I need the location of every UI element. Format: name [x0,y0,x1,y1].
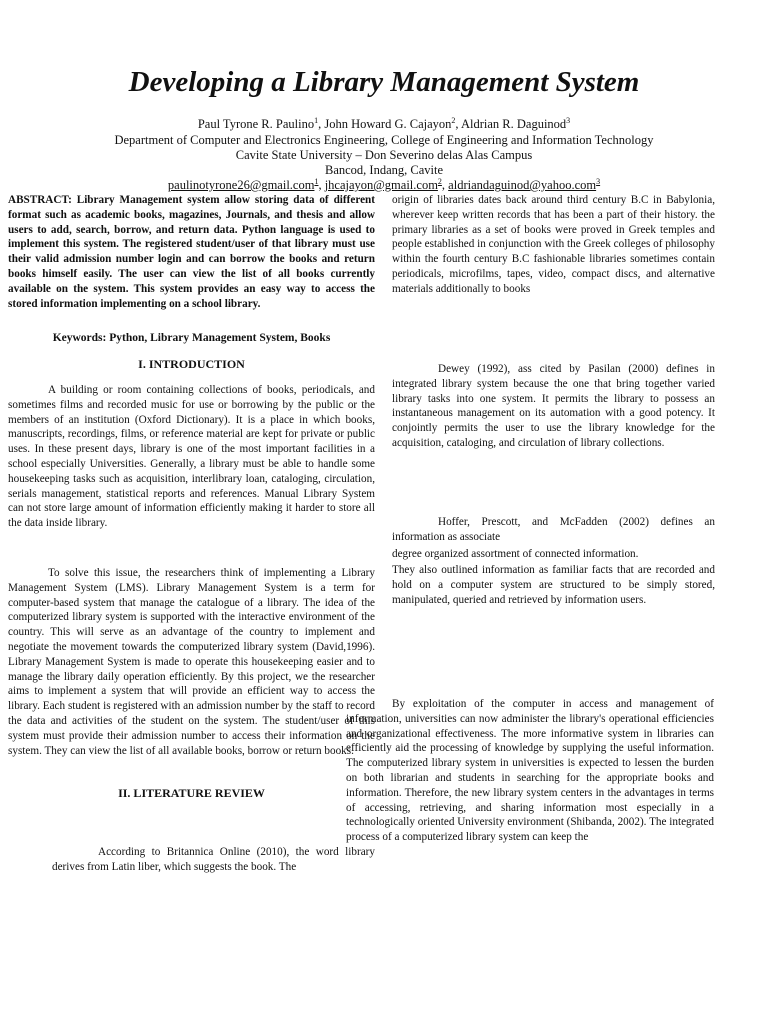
right-column-paragraph-4: By exploitation of the computer in access and management of information, universities can now administer the library's operational efficiencies and organizational effectiveness. The more informative system in libraries can efficiently aid the processing of knowledge by supplying the useful information. The computerized library system in universities is expected to lessen the burden on both librarian and students in searching for the appropriate books and information. Therefore, the new library system centers in the advantages in terms of accessing, retrieving, and sharing information most especially in a technologically oriented University environment (Shibanda, 2002). The integrated process of a computerized library system can keep the [346,698,714,844]
right-column-paragraph-3c: They also outlined information as familiar facts that are recorded and hold on a computer system are structured to be simply stored, manipulated, queried and retrieved by information users. [392,564,715,606]
introduction-paragraph-1: A building or room containing collections of books, periodicals, and sometimes films and recorded music for use or borrowing by the public or the members of an institution (Oxford Dictionary). It is a place in which books, manuscripts, recordings, films, or reference material are kept for private or public uses. In these present days, library is one of the most important facilities in a school especially Universities. Generally, a library must be able to handle some housekeeping tasks such as acquisition, interlibrary loan, cataloging, circulation, serials management, statistical reports and references. Manual Library System can not store large amount of information efficiently making it harder to store all the data inside library. [8,384,375,530]
literature-paragraph-1: According to Britannica Online (2010), the word library derives from Latin liber, which suggests the book. The [52,846,375,873]
section-introduction-heading: I. INTRODUCTION [138,357,245,371]
keywords-line: Keywords: Python, Library Management System, Books [52,332,331,344]
author-1: Paul Tyrone R. Paulino$^1$, [197,115,325,131]
right-column-paragraph-3b: degree organized assortment of connected information. [392,548,639,560]
author-emails [40,178,728,193]
right-column-paragraph-3a: Hoffer, Prescott, and McFadden (2002) defines an information as associate [392,516,715,543]
right-column-paragraph-2: Dewey (1992), ass cited by Pasilan (2000) defines in integrated library system because the one that bring together varied library tasks into one system. It permits the library to possess an instantaneous management on its automation with a good potency. It conjointly permits the user to use the library knowledge for the acquisition, cataloging, and circulation of library collections. [392,363,715,449]
author-3: Aldrian R. Daguinod$^3$ [460,115,571,131]
email-link-1[interactable]: paulinotyrone26@gmail.com$^1$, [167,176,325,192]
introduction-paragraph-2: To solve this issue, the researchers think of implementing a Library Management System (LMS). Library Management System is a term for computer-based system that manage the catalogue of a library. The idea of the computerized library system is supported with the interactive environment of the country. This will serve as an advantage of the country to implement and negotiate the movement towards the computerized library system (David,1996). Library Management System is made to operate this housekeeping easier and to manage the library daily operation efficiently. By this project, we the researcher aims to implement a system that will provide an efficient way to access the library. Each student is registered with an admission number by the staff to record the data and activities of the student on the system. The student/user of this system must provide their admission number to access their information on the system. They can view the list of all available books, borrow or return books. [8,567,375,757]
paper-title: Developing a Library Management System [128,66,640,98]
author-department: Department of Computer and Electronics Engineering, College of Engineering and Information Technology [114,133,654,147]
right-column-paragraph-1: origin of libraries dates back around third century B.C in Babylonia, wherever keep written records that has been a part of their history. the primary libraries as a set of books were proved in Greek temples and people established in conjunction with the Greek colleges of philosophy within the fourth century B.C fashionable libraries sometimes contain periodicals, microfilms, tapes, video, compact discs, and alternative materials additionally to books [392,194,715,295]
email-link-3[interactable]: aldriandaguinod@yahoo.com$^3$ [448,176,601,192]
author-list [40,117,728,132]
author-location: Bancod, Indang, Cavite [324,163,444,177]
author-university: Cavite State University – Don Severino delas Alas Campus [235,148,533,162]
author-2: John Howard G. Cajayon$^2$, [324,115,461,131]
email-link-2[interactable]: jhcajayon@gmail.com$^2$, [324,176,449,192]
abstract-paragraph: ABSTRACT: Library Management system allow storing data of different format such as academic books, magazines, Journals, and thesis and allow users to add, search, borrow, and return data. Python language is used to implement this system. The registered student/user of that library must use their valid admission number login and can borrow the books and return books himself easily. The user can view the list of all books currently available on the system. This system provides an easy way to access the stored information implementing on a school library. [8,194,375,310]
section-literature-review-heading: II. LITERATURE REVIEW [118,786,265,800]
